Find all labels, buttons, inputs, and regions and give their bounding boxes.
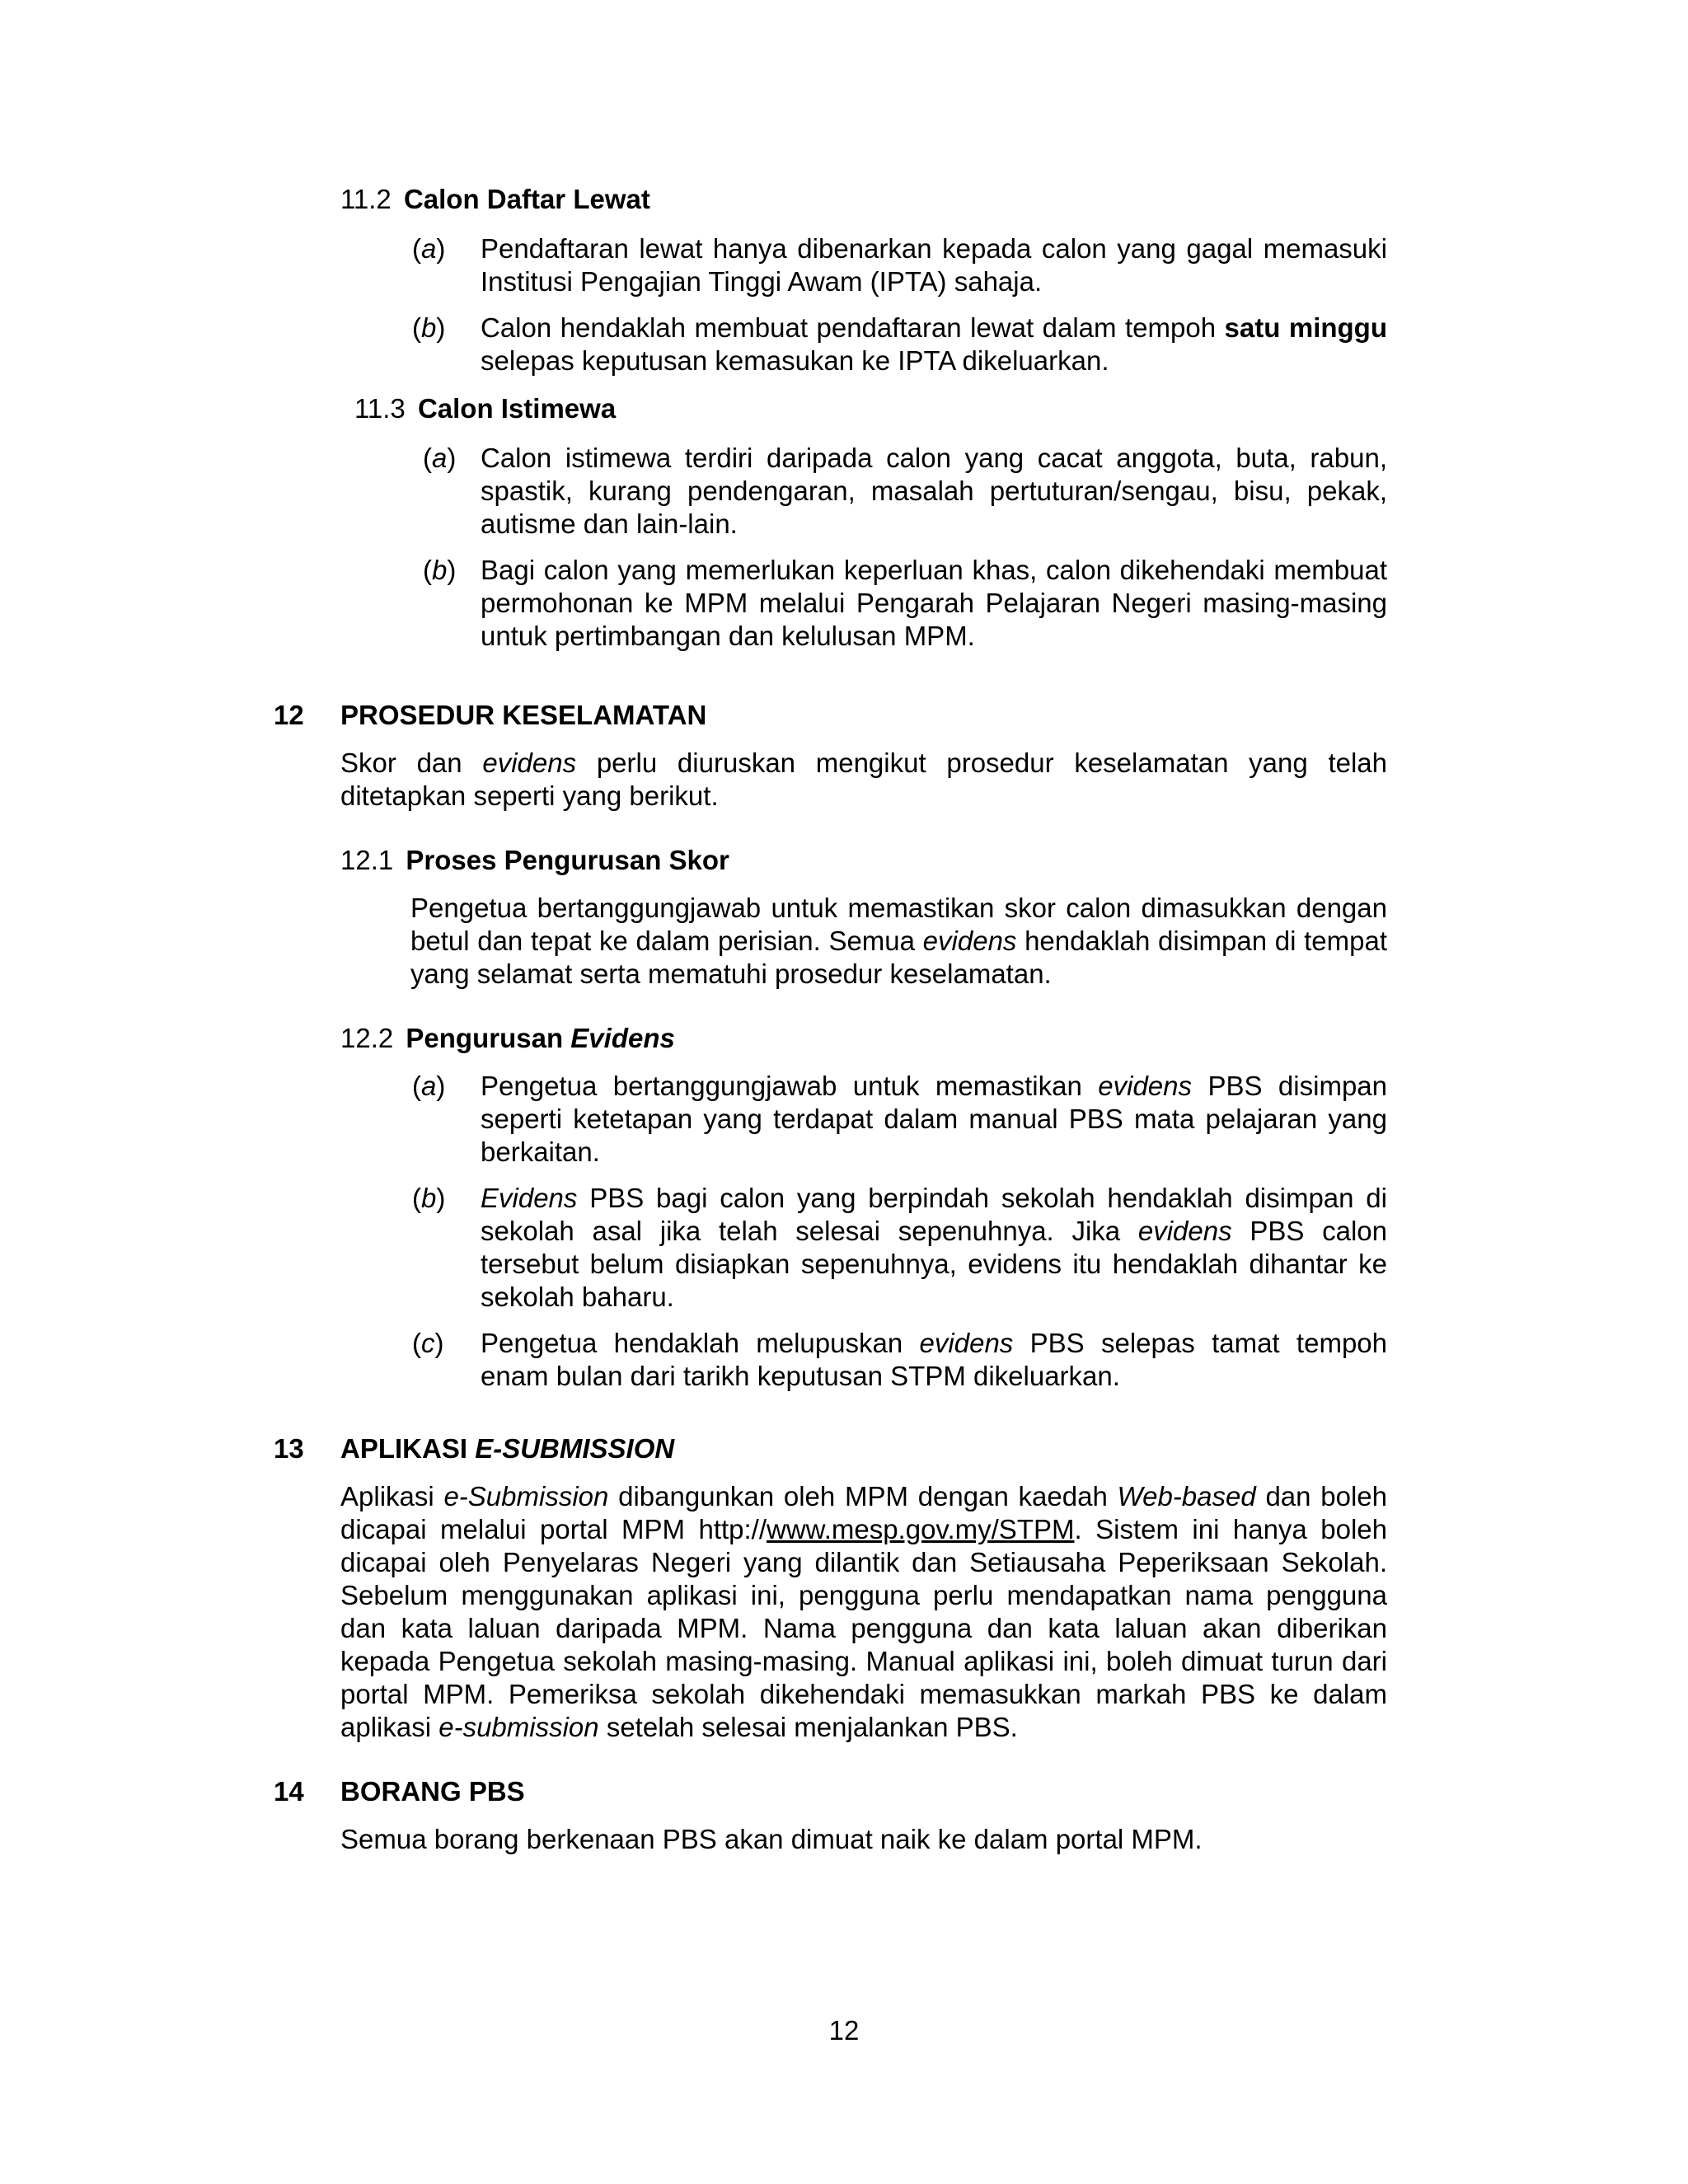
paragraph: Aplikasi e-Submission dibangunkan oleh MPM dengan kaedah Web-based dan boleh dicapai melalui portal MPM http://www.mesp.gov.my/STPM. Sistem ini hanya boleh dicapai oleh Penyelaras Negeri yang dilantik dan Setiausaha Peperiksaan Sekolah. Sebelum menggunakan aplikasi ini, pengguna perlu mendapatkan nama pengguna dan kata laluan daripada MPM. Nama pengguna dan kata laluan akan diberikan kepada Pengetua sekolah masing-masing. Manual aplikasi ini, boleh dimuat turun dari portal MPM. Pemeriksa sekolah dikehendaki memasukkan markah PBS ke dalam aplikasi e-submission setelah selesai menjalankan PBS.: [340, 1481, 1387, 1742]
paragraph: Pengetua bertanggungjawab untuk memastikan skor calon dimasukkan dengan betul dan tepat ke dalam perisian. Semua evidens hendaklah disimpan di tempat yang selamat serta mematuhi prosedur keselamatan.: [410, 893, 1387, 989]
item-text: Bagi calon yang memerlukan keperluan khas, calon dikehendaki membuat permohonan ke MPM melalui Pengarah Pelajaran Negeri masing-masing untuk pertimbangan dan kelulusan MPM.: [481, 555, 1387, 651]
section-number: 11.2: [340, 184, 392, 214]
item-text: Pengetua bertanggungjawab untuk memastikan evidens PBS disimpan seperti ketetapan yang terdapat dalam manual PBS mata pelajaran yang berkaitan.: [481, 1071, 1388, 1167]
item-text: Calon hendaklah membuat pendaftaran lewat dalam tempoh satu minggu selepas keputusan kemasukan ke IPTA dikeluarkan.: [481, 312, 1387, 376]
section-title: Calon Daftar Lewat: [403, 184, 650, 214]
section-number: 13: [274, 1433, 304, 1464]
item-text: Calon istimewa terdiri daripada calon yang cacat anggota, buta, rabun, spastik, kurang pendengaran, masalah pertuturan/sengau, bisu, pekak, autisme dan lain-lain.: [481, 443, 1387, 539]
item-label: (a): [412, 233, 446, 264]
item-label: (a): [423, 443, 457, 473]
section-12-2-heading: [340, 1022, 675, 1055]
section-title: Calon Istimewa: [417, 393, 617, 424]
section-number: 12: [274, 700, 304, 730]
section-11-2-heading: [340, 183, 650, 216]
section-title: Pengurusan Evidens: [406, 1023, 675, 1053]
section-number: 12.1: [340, 845, 394, 875]
paragraph: Skor dan evidens perlu diuruskan mengikut prosedur keselamatan yang telah ditetapkan seperti yang berikut.: [340, 748, 1388, 811]
section-number: 11.3: [354, 393, 406, 424]
item-label: (a): [412, 1071, 446, 1101]
paragraph: Semua borang berkenaan PBS akan dimuat naik ke dalam portal MPM.: [340, 1824, 1203, 1854]
section-title: PROSEDUR KESELAMATAN: [340, 700, 707, 730]
section-11-3-heading: [354, 392, 616, 425]
section-title: Proses Pengurusan Skor: [406, 845, 729, 875]
section-title: APLIKASI E-SUBMISSION: [340, 1433, 675, 1464]
item-text: Pendaftaran lewat hanya dibenarkan kepada calon yang gagal memasuki Institusi Pengajian Tinggi Awam (IPTA) sahaja.: [481, 233, 1387, 297]
item-label: (c): [412, 1328, 444, 1358]
item-label: (b): [423, 555, 457, 585]
page-number: 12: [828, 2015, 860, 2046]
section-12-1-heading: [340, 844, 729, 877]
item-text: Evidens PBS bagi calon yang berpindah sekolah hendaklah disimpan di sekolah asal jika telah selesai sepenuhnya. Jika evidens PBS calon tersebut belum disiapkan sepenuhnya, evidens itu hendaklah dihantar ke sekolah baharu.: [481, 1183, 1388, 1312]
section-number: 14: [274, 1776, 304, 1807]
section-title: BORANG PBS: [340, 1776, 525, 1807]
portal-link[interactable]: www.mesp.gov.my/STPM: [767, 1514, 1075, 1544]
item-label: (b): [412, 312, 446, 343]
item-text: Pengetua hendaklah melupuskan evidens PBS selepas tamat tempoh enam bulan dari tarikh keputusan STPM dikeluarkan.: [481, 1328, 1388, 1391]
section-number: 12.2: [340, 1023, 394, 1053]
item-label: (b): [412, 1183, 446, 1213]
